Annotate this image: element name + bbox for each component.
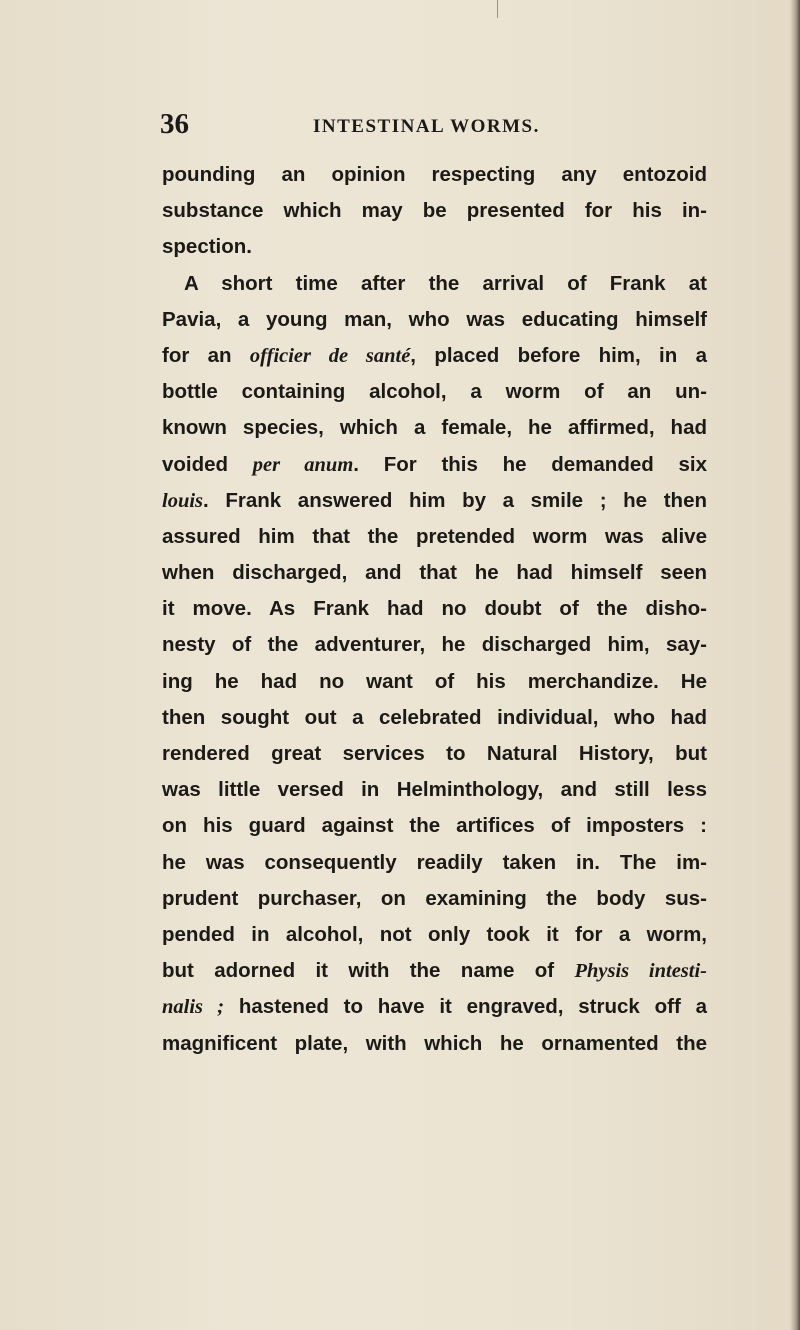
running-title: INTESTINAL WORMS. [313, 116, 540, 137]
text-line: magnificent plate, with which he ornamented the [162, 1031, 707, 1055]
text-line: prudent purchaser, on examining the body sus- [162, 886, 707, 910]
text-line: when discharged, and that he had himself seen [162, 561, 707, 585]
page-number: 36 [160, 108, 189, 140]
page-crease-mark [497, 0, 498, 18]
italic-phrase: officier de santé [249, 344, 411, 367]
page-header [160, 106, 700, 142]
text-line: it move. As Frank had no doubt of the disho- [162, 597, 707, 621]
italic-phrase: nalis ; [162, 996, 225, 1019]
text-line: voided per anum. For this he demanded six [162, 452, 707, 476]
text-line: for an officier de santé, placed before him, in a [162, 343, 707, 367]
text-line: known species, which a female, he affirmed, had [162, 416, 707, 440]
text-line: assured him that the pretended worm was alive [162, 524, 707, 548]
text-line: but adorned it with the name of Physis intesti- [162, 959, 707, 983]
text-line: rendered great services to Natural History, but [162, 742, 707, 765]
text-line: on his guard against the artifices of imposters : [162, 814, 707, 838]
text-line: nesty of the adventurer, he discharged him, say- [162, 633, 707, 657]
text-line: pounding an opinion respecting any entozoid [162, 163, 707, 186]
text-line: ing he had no want of his merchandize. He [162, 669, 707, 693]
text-line: then sought out a celebrated individual, who had [162, 705, 707, 729]
text-line: nalis ; hastened to have it engraved, struck off a [162, 995, 707, 1019]
italic-phrase: Physis intesti- [574, 960, 707, 983]
italic-phrase: per anum [252, 453, 354, 476]
body-text [162, 157, 707, 1062]
text-line: pended in alcohol, not only took it for a worm, [162, 922, 707, 946]
paragraph-start-line: A short time after the arrival of Frank at [184, 271, 707, 295]
text-line: bottle containing alcohol, a worm of an un- [162, 380, 707, 404]
page-edge-shadow [790, 0, 800, 1330]
text-line: substance which may be presented for his in- [162, 199, 707, 223]
text-line: was little versed in Helminthology, and still less [162, 778, 707, 802]
italic-phrase: louis [162, 489, 204, 512]
text-line: louis. Frank answered him by a smile ; he then [162, 488, 707, 512]
text-line: he was consequently readily taken in. The im- [162, 850, 707, 874]
text-line: Pavia, a young man, who was educating himself [162, 307, 707, 331]
text-line: spection. [162, 235, 252, 259]
